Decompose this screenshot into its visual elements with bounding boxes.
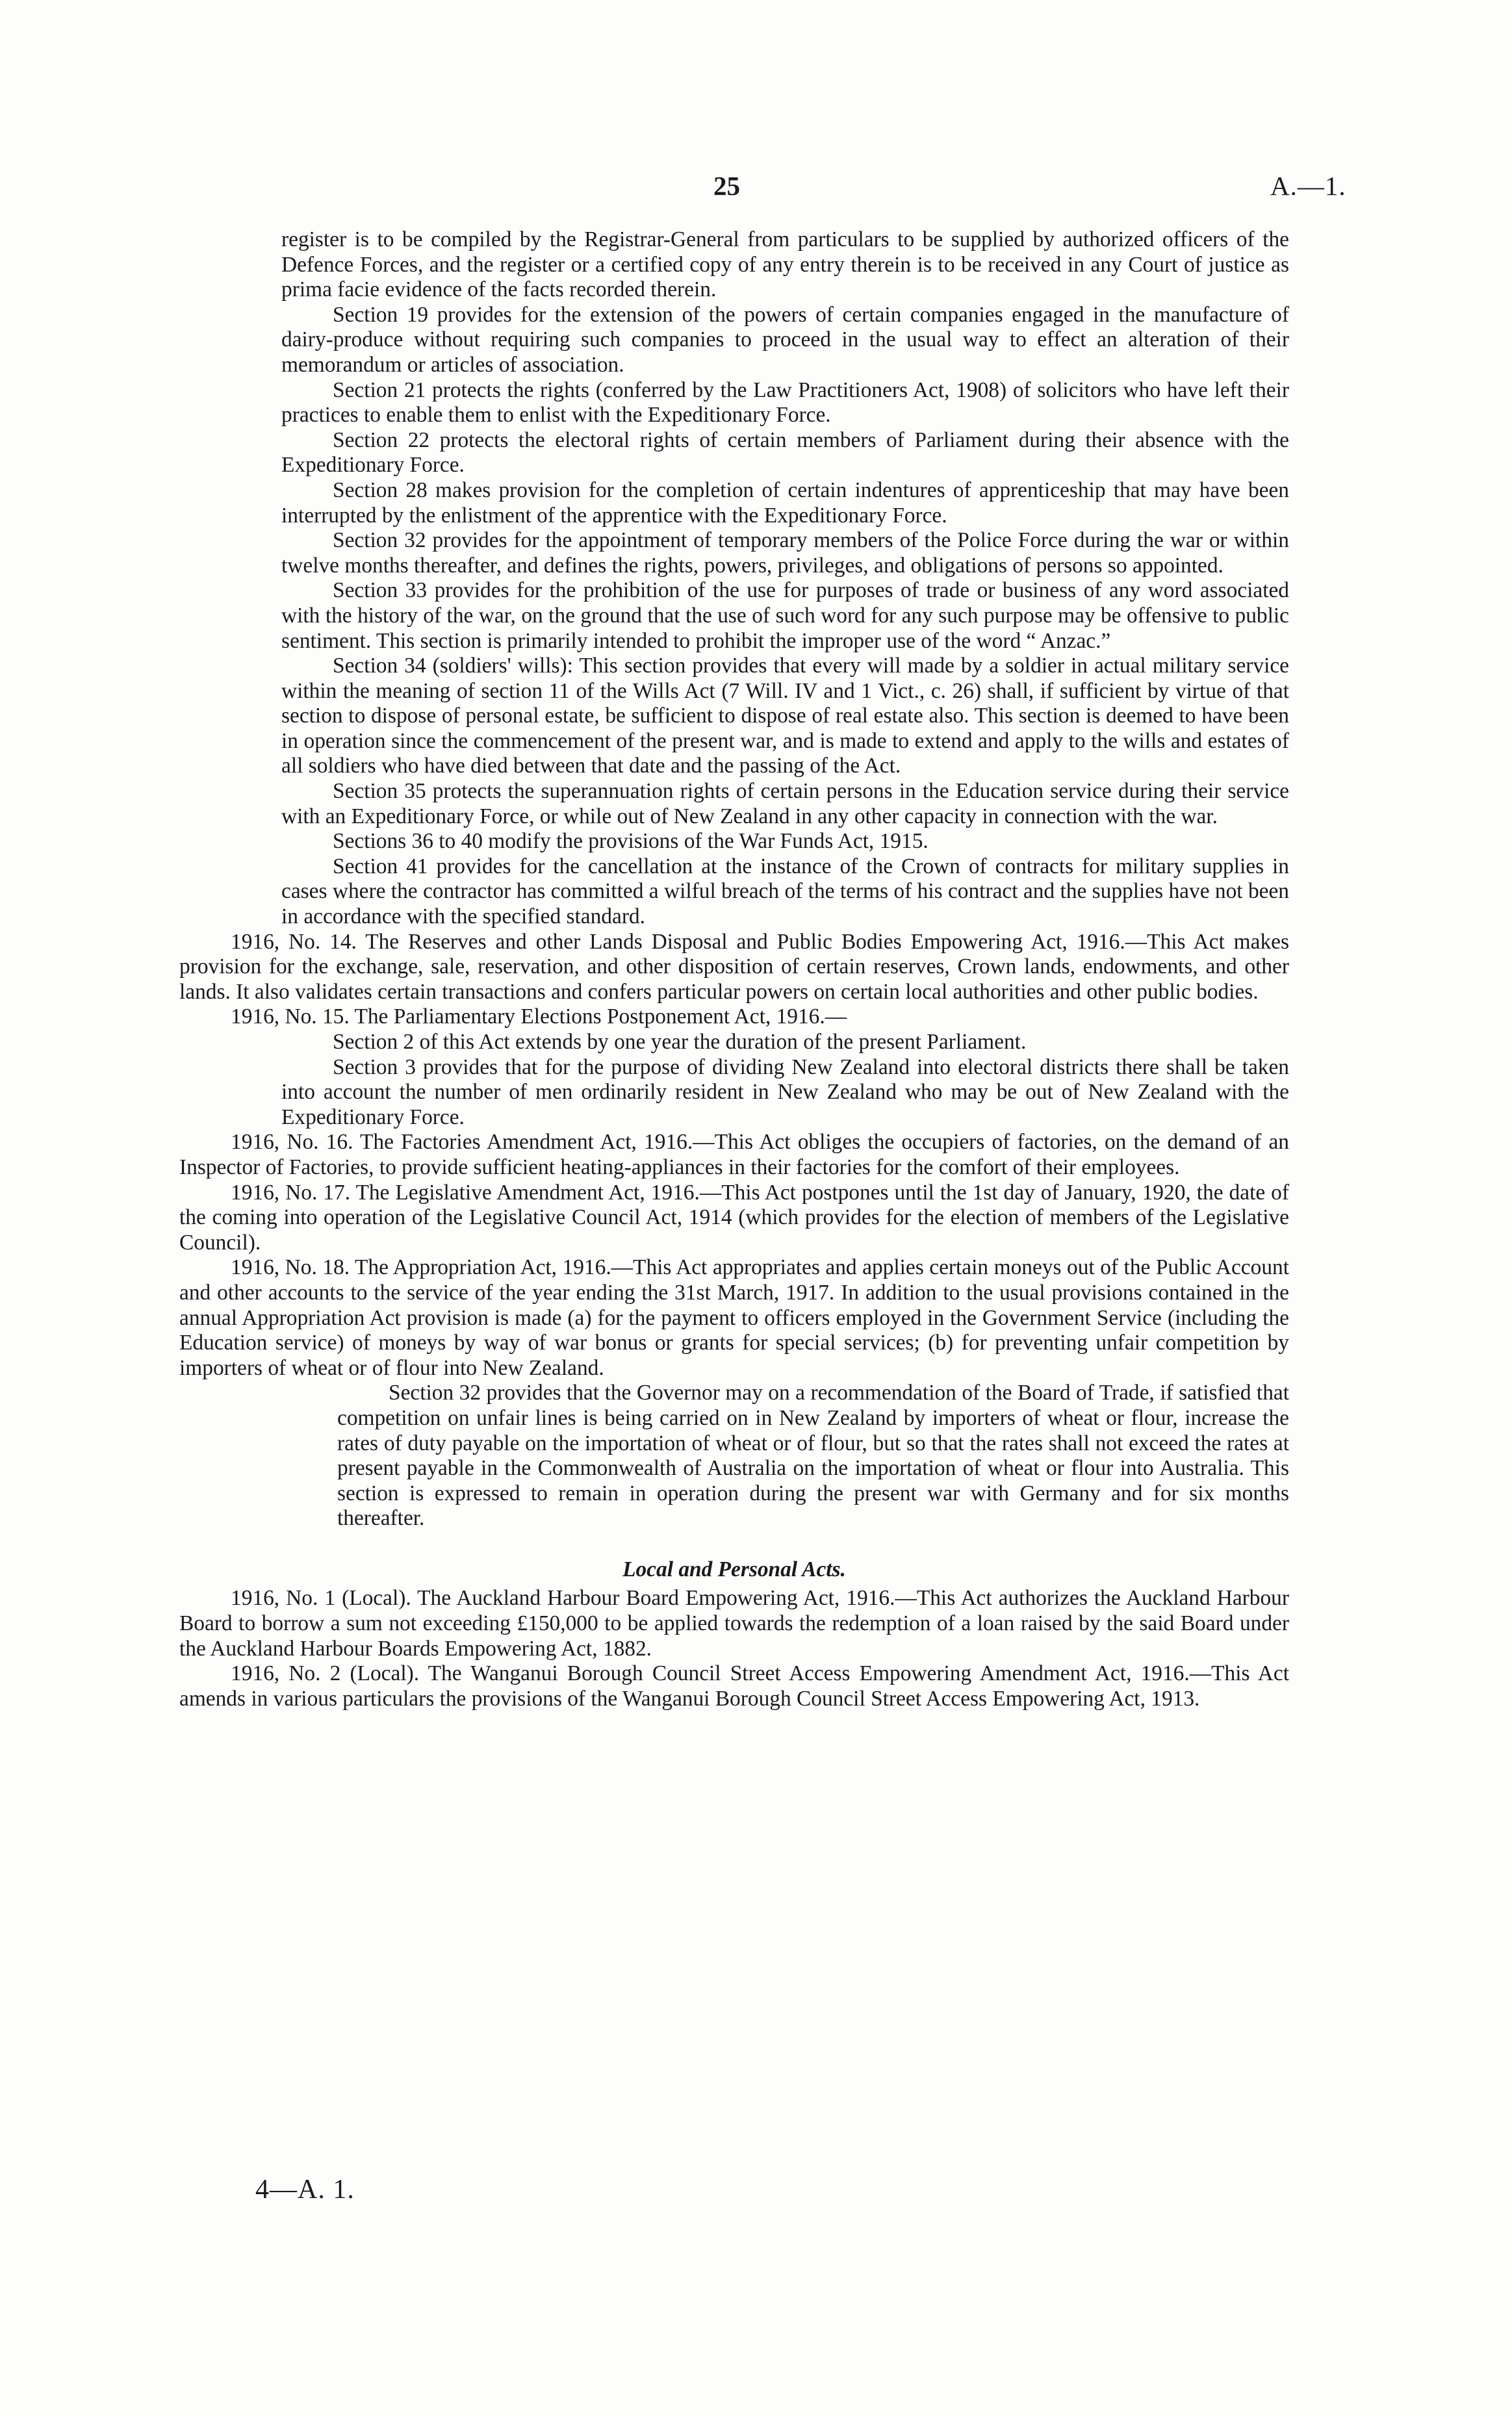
signature-mark: 4—A. 1. [255,2175,355,2205]
paragraph: Section 35 protects the superannuation rights of certain persons in the Education service during their service with an Expeditionary Force, or while out of New Zealand in any other capacity in connection with the war. [281,779,1289,828]
document-reference: A.—1. [1270,171,1346,201]
paragraph: Section 3 provides that for the purpose of dividing New Zealand into electoral districts there shall be taken into account the number of men ordinarily resident in New Zealand who may be out of New Zealand with the Expeditionary Force. [281,1055,1289,1129]
paragraph: Sections 36 to 40 modify the provisions of the War Funds Act, 1915. [333,829,929,854]
paragraph: Section 34 (soldiers' wills): This section provides that every will made by a soldier in actual military service within the meaning of section 11 of the Wills Act (7 Will. IV and 1 Vict., c. 26) shall, if sufficient by virtue of that section to dispose of personal estate, be sufficient to dispose of real estate also. This section is deemed to have been in operation since the commencement of the present war, and is made to extend and apply to the wills and estates of all soldiers who have died between that date and the passing of the Act. [281,654,1289,778]
paragraph: Section 32 provides for the appointment of temporary members of the Police Force during the war or within twelve months thereafter, and defines the rights, powers, privileges, and obligations of persons so appointed. [281,528,1289,578]
paragraph: 1916, No. 2 (Local). The Wanganui Borough Council Street Access Empowering Amendment Act, 1916.—This Act amends in various particulars the provisions of the Wanganui Borough Council Street Access Empowering Act, 1913. [179,1661,1289,1711]
paragraph: Section 21 protects the rights (conferred by the Law Practitioners Act, 1908) of solicitors who have left their practices to enable them to enlist with the Expeditionary Force. [281,377,1289,428]
paragraph: 1916, No. 1 (Local). The Auckland Harbour Board Empowering Act, 1916.—This Act authorizes the Auckland Harbour Board to borrow a sum not exceeding £150,000 to be applied towards the redemption of a loan raised by the said Board under the Auckland Harbour Boards Empowering Act, 1882. [179,1586,1289,1661]
section-heading: Local and Personal Acts. [622,1557,846,1581]
paragraph: 1916, No. 18. The Appropriation Act, 1916.—This Act appropriates and applies certain moneys out of the Public Account and other accounts to the service of the year ending the 31st March, 1917. In addition to the usual provisions contained in the annual Appropriation Act provision is made (a) for the payment to officers employed in the Government Service (including the Education service) of moneys by way of war bonus or grants for special services; (b) for preventing unfair competition by importers of wheat or of flour into New Zealand. [179,1255,1289,1380]
body-text [179,227,1289,1711]
paragraph: Section 41 provides for the cancellation at the instance of the Crown of contracts for military supplies in cases where the contractor has committed a wilful breach of the terms of his contract and the supplies have not been in accordance with the specified standard. [281,854,1289,929]
paragraph: Section 33 provides for the prohibition of the use for purposes of trade or business of any word associated with the history of the war, on the ground that the use of such word for any such purpose may be offensive to public sentiment. This section is primarily intended to prohibit the improper use of the word “ Anzac.” [281,578,1289,653]
paragraph: Section 28 makes provision for the completion of certain indentures of apprenticeship that may have been interrupted by the enlistment of the apprentice with the Expeditionary Force. [281,478,1289,528]
paragraph: Section 2 of this Act extends by one year the duration of the present Parliament. [333,1030,1027,1054]
paragraph: register is to be compiled by the Registrar-General from particulars to be supplied by authorized officers of the Defence Forces, and the register or a certified copy of any entry therein is to be received in any Court of justice as prima facie evidence of the facts recorded therein. [281,227,1289,302]
paragraph: 1916, No. 15. The Parliamentary Elections Postponement Act, 1916.— [231,1004,847,1029]
page-number: 25 [713,171,740,201]
paragraph: 1916, No. 16. The Factories Amendment Act, 1916.—This Act obliges the occupiers of factories, on the demand of an Inspector of Factories, to provide sufficient heating-appliances in their factories for the comfort of their employees. [179,1130,1289,1179]
paragraph: Section 19 provides for the extension of the powers of certain companies engaged in the manufacture of dairy-produce without requiring such companies to proceed in the usual way to effect an alteration of their memorandum or articles of association. [281,302,1289,377]
paragraph: Section 32 provides that the Governor may on a recommendation of the Board of Trade, if satisfied that competition on unfair lines is being carried on in New Zealand by importers of wheat or flour, increase the rates of duty payable on the importation of wheat or of flour, but so that the rates shall not exceed the rates at present payable in the Commonwealth of Australia on the importation of wheat or flour into Australia. This section is expressed to remain in operation during the present war with Germany and for six months thereafter. [337,1381,1289,1531]
paragraph: Section 22 protects the electoral rights of certain members of Parliament during their absence with the Expeditionary Force. [281,428,1289,478]
paragraph: 1916, No. 14. The Reserves and other Lands Disposal and Public Bodies Empowering Act, 1916.—This Act makes provision for the exchange, sale, reservation, and other disposition of certain reserves, Crown lands, endowments, and other lands. It also validates certain transactions and confers particular powers on certain local authorities and other public bodies. [179,929,1289,1004]
paragraph: 1916, No. 17. The Legislative Amendment Act, 1916.—This Act postpones until the 1st day of January, 1920, the date of the coming into operation of the Legislative Council Act, 1914 (which provides for the election of members of the Legislative Council). [179,1180,1289,1255]
